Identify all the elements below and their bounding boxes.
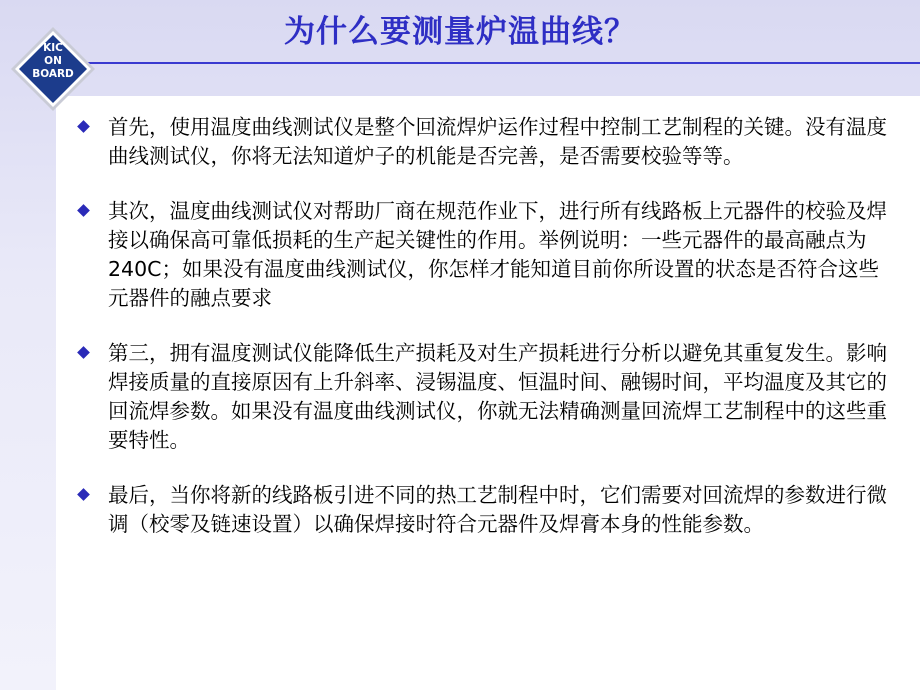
diamond-bullet-icon (77, 488, 90, 501)
diamond-bullet-icon (77, 204, 90, 217)
bullet-item-3 (76, 339, 896, 455)
logo-line-3: BOARD (32, 68, 74, 80)
diamond-bullet-icon (77, 120, 90, 133)
bullet-item-4 (76, 481, 896, 539)
bullet-item-1 (76, 113, 896, 171)
title-divider (78, 62, 920, 64)
bullet-text: 第三，拥有温度测试仪能降低生产损耗及对生产损耗进行分析以避免其重复发生。影响焊接质量的直接原因有上升斜率、浸锡温度、恒温时间、融锡时间，平均温度及其它的回流焊参数。如果没有温度曲线测试仪，你就无法精确测量回流焊工艺制程中的这些重要特性。 (108, 341, 887, 452)
bullet-text: 最后，当你将新的线路板引进不同的热工艺制程中时，它们需要对回流焊的参数进行微调（校零及链速设置）以确保焊接时符合元器件及焊膏本身的性能参数。 (108, 483, 887, 536)
diamond-bullet-icon (77, 346, 90, 359)
bullet-item-2 (76, 197, 896, 313)
bullet-list (76, 113, 896, 565)
slide-title: 为什么要测量炉温曲线？ (284, 14, 636, 50)
bullet-text: 首先，使用温度曲线测试仪是整个回流焊炉运作过程中控制工艺制程的关键。没有温度曲线测试仪，你将无法知道炉子的机能是否完善，是否需要校验等等。 (108, 115, 887, 168)
logo-line-2: ON (44, 55, 62, 67)
logo-line-1: KIC (43, 42, 63, 54)
bullet-text: 其次，温度曲线测试仪对帮助厂商在规范作业下，进行所有线路板上元器件的校验及焊接以确保高可靠低损耗的生产起关键性的作用。举例说明：一些元器件的最高融点为240C；如果没有温度曲线测试仪，你怎样才能知道目前你所设置的状态是否符合这些元器件的融点要求 (108, 199, 887, 310)
